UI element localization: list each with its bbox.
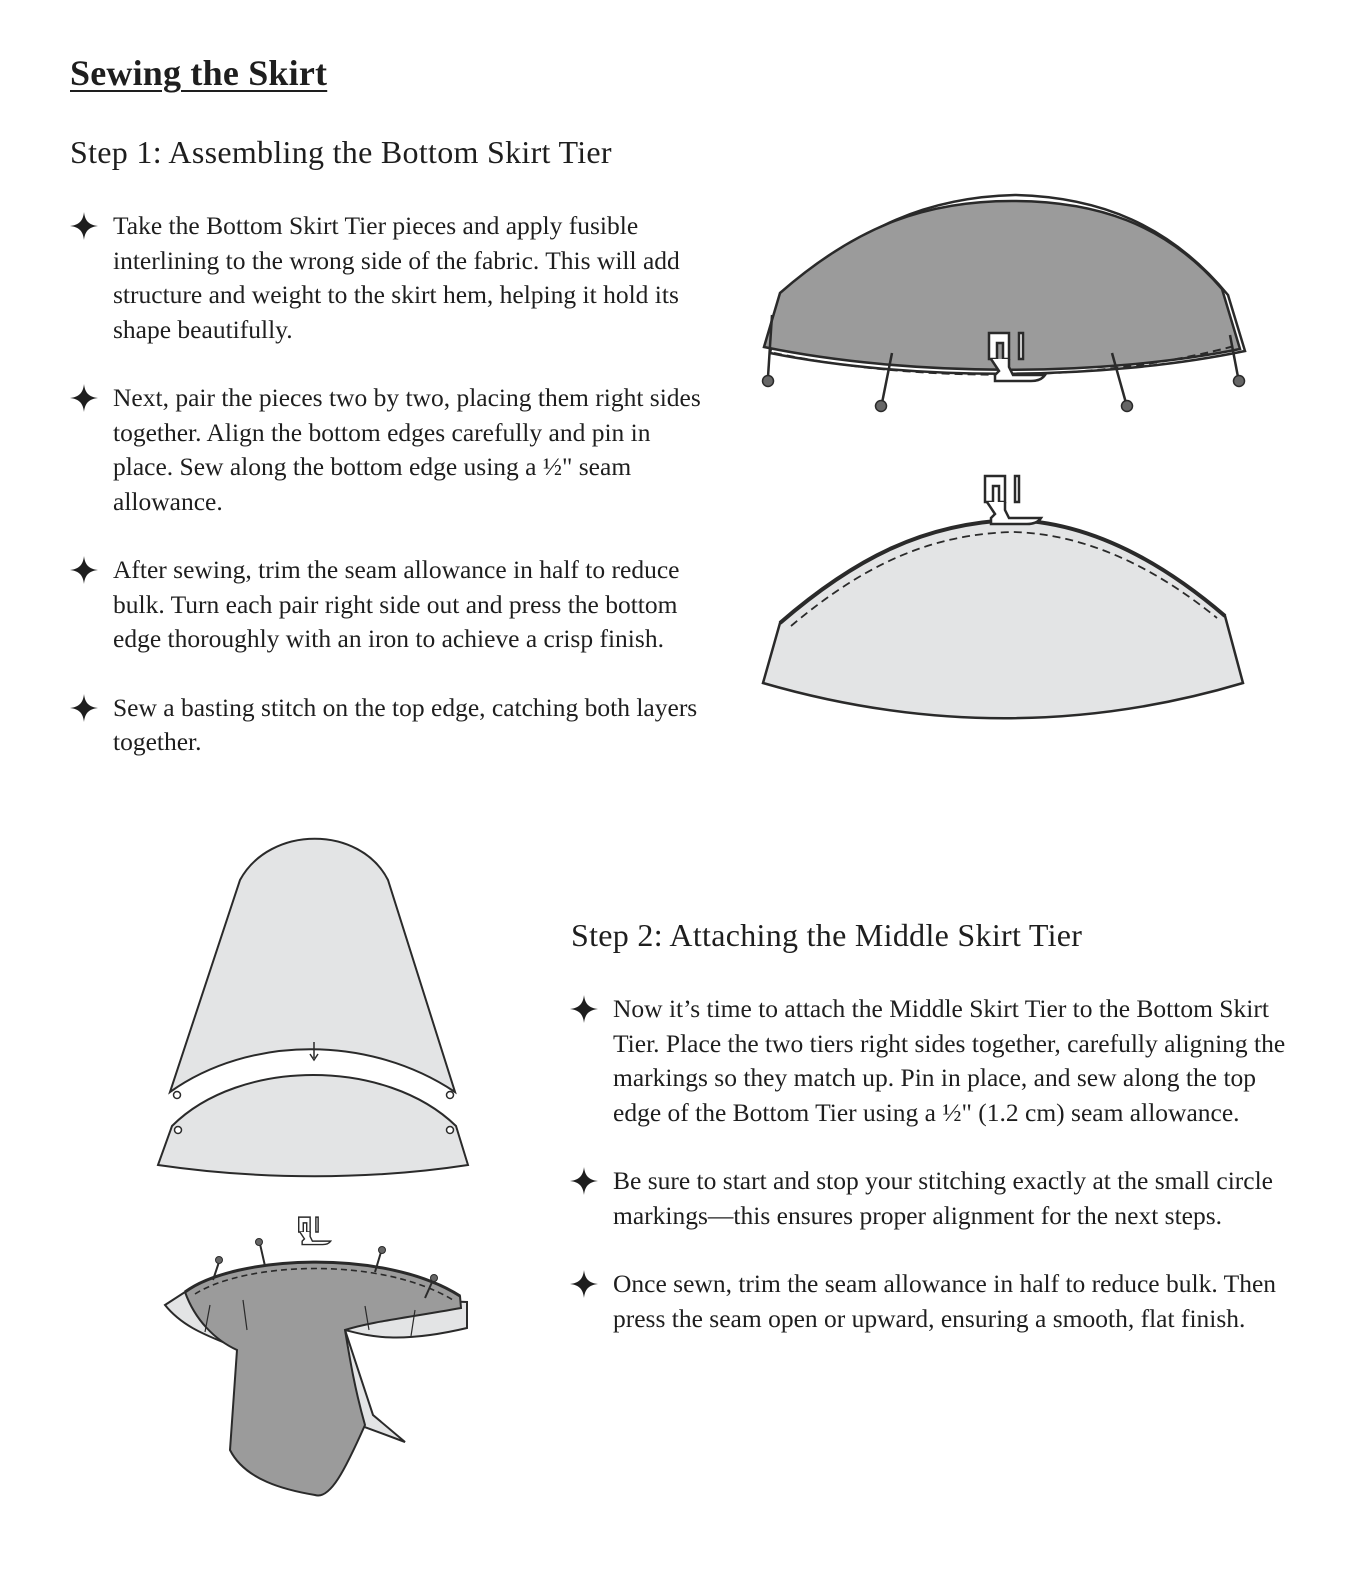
four-point-star-icon (70, 212, 98, 240)
page-title: Sewing the Skirt (70, 53, 328, 93)
tiers-sewn-illustration (155, 1210, 475, 1510)
step1-heading: Step 1: Assembling the Bottom Skirt Tier (70, 134, 612, 170)
bottom-tier-sewing-illustration (750, 185, 1260, 425)
step2-instructions (570, 992, 1290, 1370)
step1-bullet-text: Sew a basting stitch on the top edge, catching both layers together. (113, 692, 698, 756)
step1-bullet-3 (70, 553, 710, 657)
four-point-star-icon (570, 995, 598, 1023)
step1-bullet-text: After sewing, trim the seam allowance in half to reduce bulk. Turn each pair right side out and press the bottom edge thoroughly with an iron to achieve a crisp finish. (113, 555, 680, 653)
step2-bullet-text: Now it’s time to attach the Middle Skirt Tier to the Bottom Skirt Tier. Place the two tiers right sides together, carefully aligning the markings so they match up. Pin in place, and sew along the top edge of the Bottom Tier using a ½" (1.2 cm) seam allowance. (613, 994, 1286, 1127)
tier-alignment-illustration (150, 830, 480, 1180)
pin-icon (256, 1239, 266, 1267)
step1-instructions (70, 209, 710, 794)
four-point-star-icon (70, 694, 98, 722)
step1-bullet-text: Take the Bottom Skirt Tier pieces and apply fusible interlining to the wrong side of the fabric. This will add structure and weight to the skirt hem, helping it hold its shape beautifully. (113, 211, 680, 344)
presser-foot-icon (985, 476, 1041, 524)
step2-bullet-2 (570, 1164, 1290, 1233)
presser-foot-icon (299, 1217, 331, 1244)
step2-bullet-text: Once sewn, trim the seam allowance in half to reduce bulk. Then press the seam open or upward, ensuring a smooth, flat finish. (613, 1269, 1277, 1333)
four-point-star-icon (70, 556, 98, 584)
step1-bullet-1 (70, 209, 710, 347)
four-point-star-icon (570, 1167, 598, 1195)
step2-bullet-3 (570, 1267, 1290, 1336)
step2-bullet-text: Be sure to start and stop your stitching exactly at the small circle markings—this ensures proper alignment for the next steps. (613, 1166, 1273, 1230)
four-point-star-icon (70, 384, 98, 412)
step1-bullet-text: Next, pair the pieces two by two, placing them right sides together. Align the bottom edges carefully and pin in place. Sew along the bottom edge using a ½" seam allowance. (113, 383, 701, 516)
basting-top-edge-illustration (755, 468, 1255, 728)
step1-bullet-2 (70, 381, 710, 519)
four-point-star-icon (570, 1270, 598, 1298)
step1-bullet-4 (70, 691, 710, 760)
step2-bullet-1 (570, 992, 1290, 1130)
step2-heading: Step 2: Attaching the Middle Skirt Tier (571, 917, 1083, 953)
